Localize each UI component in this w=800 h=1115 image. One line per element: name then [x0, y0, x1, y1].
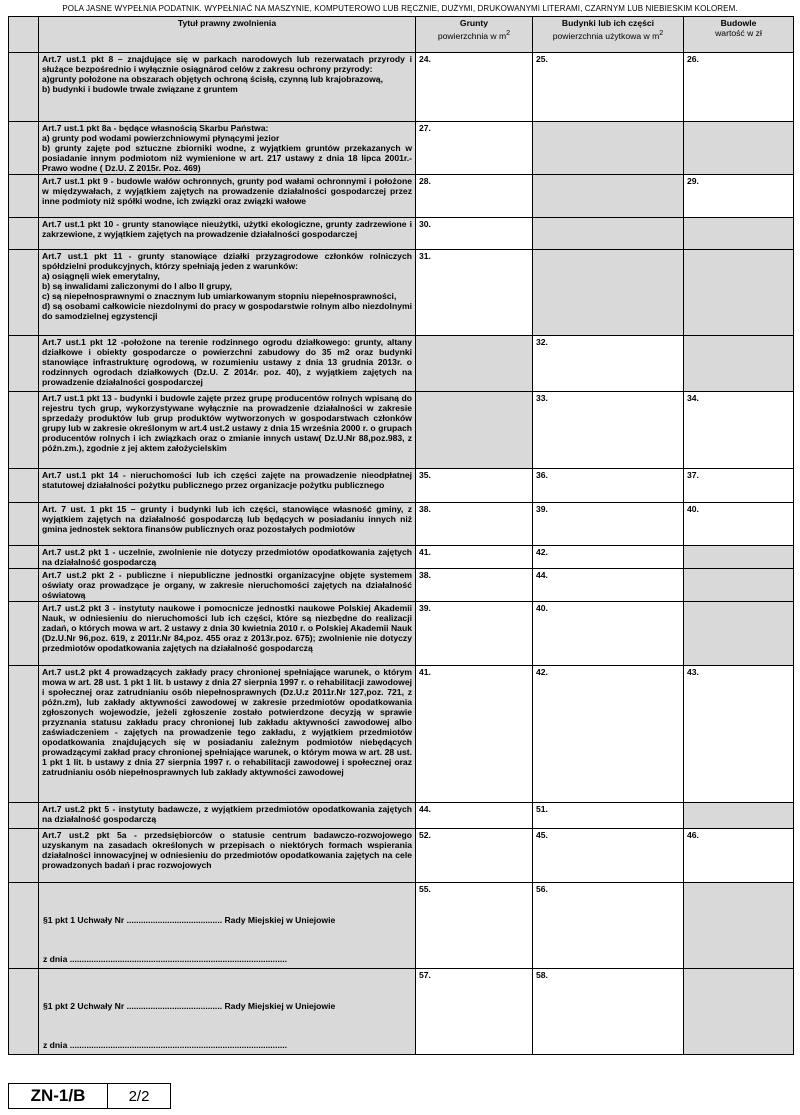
table-row: [9, 602, 794, 666]
budowle-field[interactable]: 26.: [684, 53, 794, 122]
grunty-field[interactable]: 35.: [416, 469, 533, 503]
legal-basis-text: Art.7 ust.2 pkt 1 - uczelnie, zwolnienie nie dotyczy przedmiotów opodatkowania zajętych na działalność gospodarczą: [39, 546, 416, 569]
budowle-field[interactable]: 40.: [684, 503, 794, 546]
legal-basis-text: Art.7 ust.1 pkt 14 - nieruchomości lub ich części zajęte na prowadzenie nieodpłatnej statutowej działalności pożytku publicznego przez organizacje pożytku publicznego: [39, 469, 416, 503]
row-side-cell: [9, 175, 39, 218]
budynki-field[interactable]: 32.: [533, 336, 684, 392]
header-grunty-label: Grunty: [459, 18, 489, 28]
header-grunty-unit: powierzchnia w m: [437, 30, 507, 41]
budowle-field[interactable]: 43.: [684, 666, 794, 803]
budowle-field-disabled: [684, 546, 794, 569]
resolution-text: [39, 969, 416, 1055]
row-side-cell: [9, 602, 39, 666]
budynki-field[interactable]: 51.: [533, 803, 684, 829]
header-side-cell: [9, 17, 39, 53]
legal-basis-text: Art.7 ust.2 pkt 2 - publiczne i niepubliczne jednostki organizacyjne objęte systemem oświaty oraz prowadzące je organy, w zakresie nieruchomości zajętych na działalność oświatową: [39, 569, 416, 602]
page-number: 2/2: [128, 1087, 150, 1105]
exemptions-table: [8, 16, 794, 1055]
grunty-field[interactable]: 38.: [416, 503, 533, 546]
grunty-field[interactable]: 57.: [416, 969, 533, 1055]
table-row: [9, 53, 794, 122]
resolution-row: [9, 883, 794, 969]
row-side-cell: [9, 503, 39, 546]
row-side-cell: [9, 218, 39, 250]
grunty-field[interactable]: 30.: [416, 218, 533, 250]
budynki-field[interactable]: 45.: [533, 829, 684, 883]
resolutions-body: [9, 883, 794, 1055]
budynki-field[interactable]: 58.: [533, 969, 684, 1055]
legal-basis-text: Art.7 ust.2 pkt 5 - instytuty badawcze, z wyjątkiem przedmiotów opodatkowania zajętych na działalność gospodarczą: [39, 803, 416, 829]
table-row: [9, 503, 794, 546]
table-row: [9, 569, 794, 602]
row-side-cell: [9, 803, 39, 829]
header-budynki: [533, 17, 684, 53]
grunty-field-disabled: [416, 392, 533, 469]
legal-basis-text: Art.7 ust.1 pkt 10 - grunty stanowiące nieużytki, użytki ekologiczne, grunty zadrzewione i zakrzewione, z wyjątkiem zajętych na prowadzenie działalności gospodarczej: [39, 218, 416, 250]
budynki-field[interactable]: 44.: [533, 569, 684, 602]
budynki-field[interactable]: 40.: [533, 602, 684, 666]
budowle-field[interactable]: 34.: [684, 392, 794, 469]
table-row: [9, 546, 794, 569]
grunty-field[interactable]: 44.: [416, 803, 533, 829]
form-footer: [8, 1083, 171, 1109]
budowle-field-disabled: [684, 250, 794, 336]
row-side-cell: [9, 969, 39, 1055]
budynki-field-disabled: [533, 122, 684, 175]
budynki-field[interactable]: 36.: [533, 469, 684, 503]
budowle-field-disabled: [684, 569, 794, 602]
resolution-number-line[interactable]: §1 pkt 2 Uchwały Nr ........................................ Rady Miejskiej w Uniejowie: [43, 1001, 336, 1011]
resolution-date-line[interactable]: z dnia ...........................................................................................: [43, 954, 288, 964]
legal-basis-text: Art.7 ust.1 pkt 9 - budowle wałów ochronnych, grunty pod wałami ochronnymi i położone w międzywałach, z wyjątkiem zajętych na prowadzenie działalności gospodarczej przez inne podmioty niż spółki wodne, ich związki oraz związki wałowe: [39, 175, 416, 218]
table-row: [9, 122, 794, 175]
header-grunty-sup: 2: [506, 29, 511, 37]
budynki-field-disabled: [533, 250, 684, 336]
exemptions-body: [9, 53, 794, 883]
legal-basis-text: Art.7 ust.1 pkt 8 – znajdujące się w parkach narodowych lub rezerwatach przyrody i służące bezpośrednio i wyłącznie osiągnárod celów z zakresu ochrony przyrody: a)grunty położone na obszarach objętych ochroną ścisłą, czynną lub krajobrazową, b) budynki i budowle trwale związane z gruntem: [39, 53, 416, 122]
row-side-cell: [9, 883, 39, 969]
budynki-field[interactable]: 25.: [533, 53, 684, 122]
header-budynki-sup: 2: [659, 29, 664, 37]
grunty-field[interactable]: 27.: [416, 122, 533, 175]
table-row: [9, 392, 794, 469]
resolution-text: [39, 883, 416, 969]
resolution-row: [9, 969, 794, 1055]
budynki-field[interactable]: 42.: [533, 666, 684, 803]
row-side-cell: [9, 546, 39, 569]
header-budowle: [684, 17, 794, 53]
grunty-field-disabled: [416, 336, 533, 392]
table-row: [9, 829, 794, 883]
budowle-field[interactable]: 37.: [684, 469, 794, 503]
row-side-cell: [9, 250, 39, 336]
grunty-field[interactable]: 38.: [416, 569, 533, 602]
budynki-field[interactable]: 33.: [533, 392, 684, 469]
legal-basis-text: Art. 7 ust. 1 pkt 15 – grunty i budynki lub ich części, stanowiące własność gminy, z wyjątkiem zajętych na działalność gospodarczą lub będących w posiadaniu innych niż gmina jednostek sektora finansów publicznych oraz pozostałych podmiotów: [39, 503, 416, 546]
budynki-field[interactable]: 42.: [533, 546, 684, 569]
row-side-cell: [9, 53, 39, 122]
grunty-field[interactable]: 31.: [416, 250, 533, 336]
legal-basis-text: Art.7 ust.1 pkt 12 -położone na terenie rodzinnego ogrodu działkowego: grunty, altany działkowe i obiekty gospodarcze o powierzchni zabudowy do 35 m2 oraz budynki stanowiące infrastrukturę ogrodową, w rozumieniu ustawy z dnia 13 grudnia 2013r. o rodzinnych ogrodach działkowych (Dz.U. Z 2014r. poz. 40), z wyjątkiem zajętych na prowadzenie działalności gospodarczej: [39, 336, 416, 392]
budowle-field-disabled: [684, 883, 794, 969]
legal-basis-text: Art.7 ust.2 pkt 4 prowadzących zakłady pracy chronionej spełniające warunek, o którym mowa w art. 28 ust. 1 pkt 1 lit. b ustawy z dnia 27 sierpnia 1997 r. o rehabilitacji zawodowej i społecznej oraz zatrudnianiu osób niepełnosprawnych (Dz.U.z 2011r.Nr 127,poz. 721, z późn.zm), lub zakłady aktywności zawodowej w zakresie przedmiotów opodatkowania zgłoszonych wojewodzie, jeżeli zgłoszenie zostało potwierdzone decyzją w sprawie przyznania statusu zakładu pracy chronionej lub zakładu aktywności zawodowej albo zaświadczeniem - zajętych na prowadzenie tego zakładu, z wyjątkiem przedmiotów opodatkowania znajdujących się w posiadaniu zależnym podmiotów niebędących prowadzącymi zakład pracy chronionej spełniające warunek, o którym mowa w art. 28 ust. 1 pkt 1 lit. b ustawy z dnia 27 sierpnia 1997 r. o rehabilitacji zawodowej i społecznej oraz zatrudnianiu osób niepełnosprawnych lub zakłady aktywności zawodowej: [39, 666, 416, 803]
budynki-field[interactable]: 39.: [533, 503, 684, 546]
table-row: [9, 666, 794, 803]
budowle-field[interactable]: 29.: [684, 175, 794, 218]
top-notice: POLA JASNE WYPEŁNIA PODATNIK. WYPEŁNIAĆ NA MASZYNIE, KOMPUTEROWO LUB RĘCZNIE, DUŻYMI, DRUKOWANYMI LITERAMI, CZARNYM LUB NIEBIESKIM KOLOREM.: [62, 4, 738, 13]
row-side-cell: [9, 336, 39, 392]
budynki-field[interactable]: 56.: [533, 883, 684, 969]
header-budynki-label: Budynki lub ich części: [561, 18, 655, 28]
table-row: [9, 218, 794, 250]
resolution-date-line[interactable]: z dnia ...........................................................................................: [43, 1040, 288, 1050]
budowle-field-disabled: [684, 122, 794, 175]
table-row: [9, 250, 794, 336]
grunty-field[interactable]: 28.: [416, 175, 533, 218]
grunty-field[interactable]: 55.: [416, 883, 533, 969]
legal-basis-text: Art.7 ust.2 pkt 5a - przedsiębiorców o statusie centrum badawczo-rozwojowego uzyskanym na zasadach określonych w przepisach o niektórych formach wspierania działalności innowacyjnej w odniesieniu do przedmiotów opodatkowania zajętych na cele prowadzonych badań i prac rozwojowych: [39, 829, 416, 883]
table-row: [9, 336, 794, 392]
grunty-field[interactable]: 39.: [416, 602, 533, 666]
budowle-field-disabled: [684, 803, 794, 829]
header-title: Tytuł prawny zwolnienia: [39, 17, 416, 53]
header-grunty: [416, 17, 533, 53]
row-side-cell: [9, 829, 39, 883]
table-row: [9, 469, 794, 503]
budynki-field-disabled: [533, 175, 684, 218]
table-header-row: [9, 17, 794, 53]
budynki-field-disabled: [533, 218, 684, 250]
budowle-field-disabled: [684, 218, 794, 250]
budowle-field-disabled: [684, 336, 794, 392]
grunty-field[interactable]: 52.: [416, 829, 533, 883]
row-side-cell: [9, 569, 39, 602]
legal-basis-text: Art.7 ust.1 pkt 11 - grunty stanowiące działki przyzagrodowe członków rolniczych spółdzielni produkcyjnych, którzy spełniają jeden z warunków: a) osiągnęli wiek emerytalny, b) są inwalidami zaliczonymi do I albo II grupy, c) są niepełnosprawnymi o znacznym lub umiarkowanym stopniu niepełnosprawności, d) są osobami całkowicie niezdolnymi do pracy w gospodarstwie rolnym albo niezdolnymi do samodzielnej egzystencji: [39, 250, 416, 336]
row-side-cell: [9, 666, 39, 803]
row-side-cell: [9, 122, 39, 175]
header-budowle-unit: wartość w zł: [715, 28, 762, 38]
grunty-field[interactable]: 41.: [416, 666, 533, 803]
form-code: ZN-1/B: [9, 1084, 108, 1108]
header-budowle-label: Budowle: [720, 18, 757, 28]
legal-basis-text: Art.7 ust.1 pkt 13 - budynki i budowle zajęte przez grupę producentów rolnych wpisaną do rejestru tych grup, wykorzystywane wyłącznie na prowadzenie działalności w zakresie sprzedaży produktów lub grup produktów wytworzonych w gospodarstwach członków grupy lub w zakresie określonym w art.4 ust.2 ustawy z dnia 15 września 2000 r. o grupach producentów rolnych i ich związkach oraz o zmianie innych ustaw( Dz.U.Nr 88,poz.983, z późn.zm.), zgodnie z jej aktem założycielskim: [39, 392, 416, 469]
budowle-field[interactable]: 46.: [684, 829, 794, 883]
grunty-field[interactable]: 41.: [416, 546, 533, 569]
table-row: [9, 175, 794, 218]
header-budynki-unit: powierzchnia użytkowa w m: [552, 30, 660, 41]
row-side-cell: [9, 469, 39, 503]
table-row: [9, 803, 794, 829]
legal-basis-text: Art.7 ust.2 pkt 3 - instytuty naukowe i pomocnicze jednostki naukowe Polskiej Akademii Nauk, w odniesieniu do nieruchomości lub ich części, które są niezbędne do realizacji zadań, o których mowa w art. 2 ustawy z dnia 30 kwietnia 2010 r. o Polskiej Akademii Nauk (Dz.U.Nr 96,poz. 619, z 2011r.Nr 84,poz. 455 oraz z 2013r.poz. 675); zwolnienie nie dotyczy przedmiotów opodatkowania zajętych na działalność gospodarczą: [39, 602, 416, 666]
grunty-field[interactable]: 24.: [416, 53, 533, 122]
row-side-cell: [9, 392, 39, 469]
budowle-field-disabled: [684, 602, 794, 666]
resolution-number-line[interactable]: §1 pkt 1 Uchwały Nr ........................................ Rady Miejskiej w Uniejowie: [43, 915, 336, 925]
legal-basis-text: Art.7 ust.1 pkt 8a - będące własnością Skarbu Państwa: a) grunty pod wodami powierzchniowymi płynącymi jezior b) grunty zajęte pod sztuczne zbiorniki wodne, z wyjątkiem gruntów przekazanych w posiadanie innym podmiotom niż wymienione w art. 217 ustawy z dnia 18 lipca 2001r.-Prawo wodne ( Dz.U. Z 2015r. Poz. 469): [39, 122, 416, 175]
budowle-field-disabled: [684, 969, 794, 1055]
